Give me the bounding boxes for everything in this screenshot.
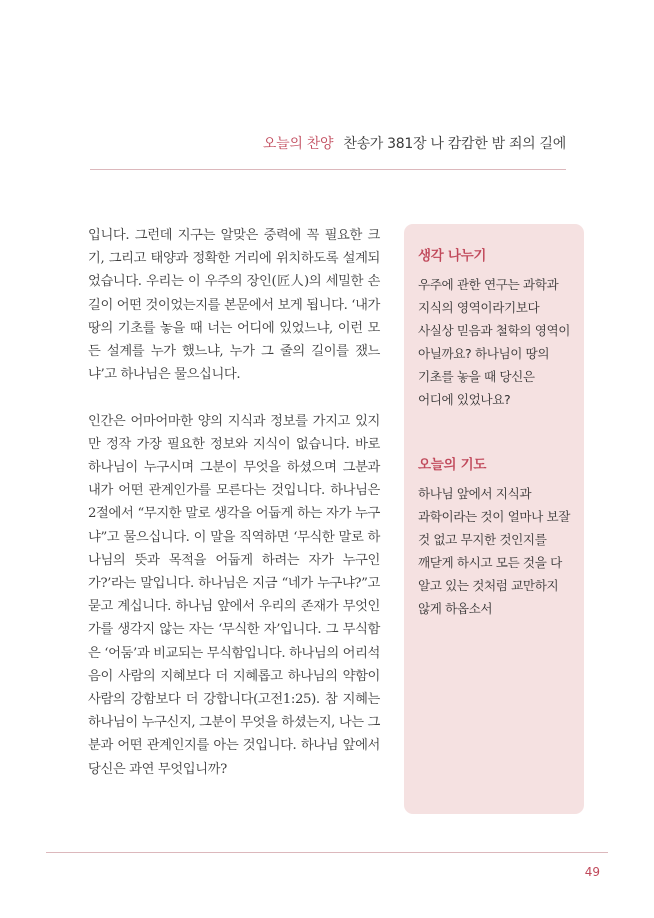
header-divider bbox=[90, 169, 566, 170]
hymn-title: 찬송가 381장 나 캄캄한 밤 죄의 길에 bbox=[343, 136, 566, 152]
prayer-section bbox=[418, 453, 570, 620]
sidebar-box bbox=[404, 224, 584, 814]
paragraph: 입니다. 그런데 지구는 알맞은 중력에 꼭 필요한 크기, 그리고 태양과 정확한 거리에 위치하도록 설계되었습니다. 우리는 이 우주의 장인(匠人)의 세밀한 손길이 어떤 것이었는지를 본문에서 보게 됩니다. ‘내가 땅의 기초를 놓을 때 너는 어디에 있었느냐, 이런 모든 설계를 누가 했느냐, 누가 그 줄의 길이를 쟀느냐’고 하나님은 물으십니다. bbox=[88, 228, 380, 383]
page-number: 49 bbox=[584, 865, 600, 879]
sharing-text: 우주에 관한 연구는 과학과 지식의 영역이라기보다 사실상 믿음과 철학의 영역이 아닐까요? 하나님이 땅의 기초를 놓을 때 당신은 어디에 있었나요? bbox=[418, 277, 570, 407]
main-text bbox=[88, 224, 380, 781]
sharing-section bbox=[418, 244, 570, 411]
section-label: 오늘의 찬양 bbox=[262, 136, 334, 152]
prayer-text: 하나님 앞에서 지식과 과학이라는 것이 얼마나 보잘 것 없고 무지한 것인지를 깨닫게 하시고 모든 것을 다 알고 있는 것처럼 교만하지 않게 하옵소서 bbox=[418, 486, 570, 616]
prayer-title: 오늘의 기도 bbox=[418, 457, 487, 473]
page-header bbox=[263, 133, 566, 153]
paragraph: 인간은 어마어마한 양의 지식과 정보를 가지고 있지만 정작 가장 필요한 정보와 지식이 없습니다. 바로 하나님이 누구시며 그분이 무엇을 하셨으며 그분과 내가 어떤 관계인가를 모른다는 것입니다. 하나님은 2절에서 “무지한 말로 생각을 어둡게 하는 자가 누구냐”고 물으십니다. 이 말을 직역하면 ‘무식한 말로 하나님의 뜻과 목적을 어둡게 하려는 자가 누구인가?’라는 말입니다. 하나님은 지금 “네가 누구냐?”고 묻고 계십니다. 하나님 앞에서 우리의 존재가 무엇인가를 생각지 않는 자는 ‘무식한 자’입니다. 그 무식함은 ‘어둠’과 비교되는 무식함입니다. 하나님의 어리석음이 사람의 지혜보다 더 지혜롭고 하나님의 약함이 사람의 강함보다 더 강합니다(고전1:25). 참 지혜는 하나님이 누구신지, 그분이 무엇을 하셨는지, 나는 그분과 어떤 관계인지를 아는 것입니다. 하나님 앞에서 당신은 과연 무엇입니까? bbox=[88, 413, 380, 777]
sharing-title: 생각 나누기 bbox=[418, 248, 487, 264]
footer-divider bbox=[46, 852, 608, 853]
